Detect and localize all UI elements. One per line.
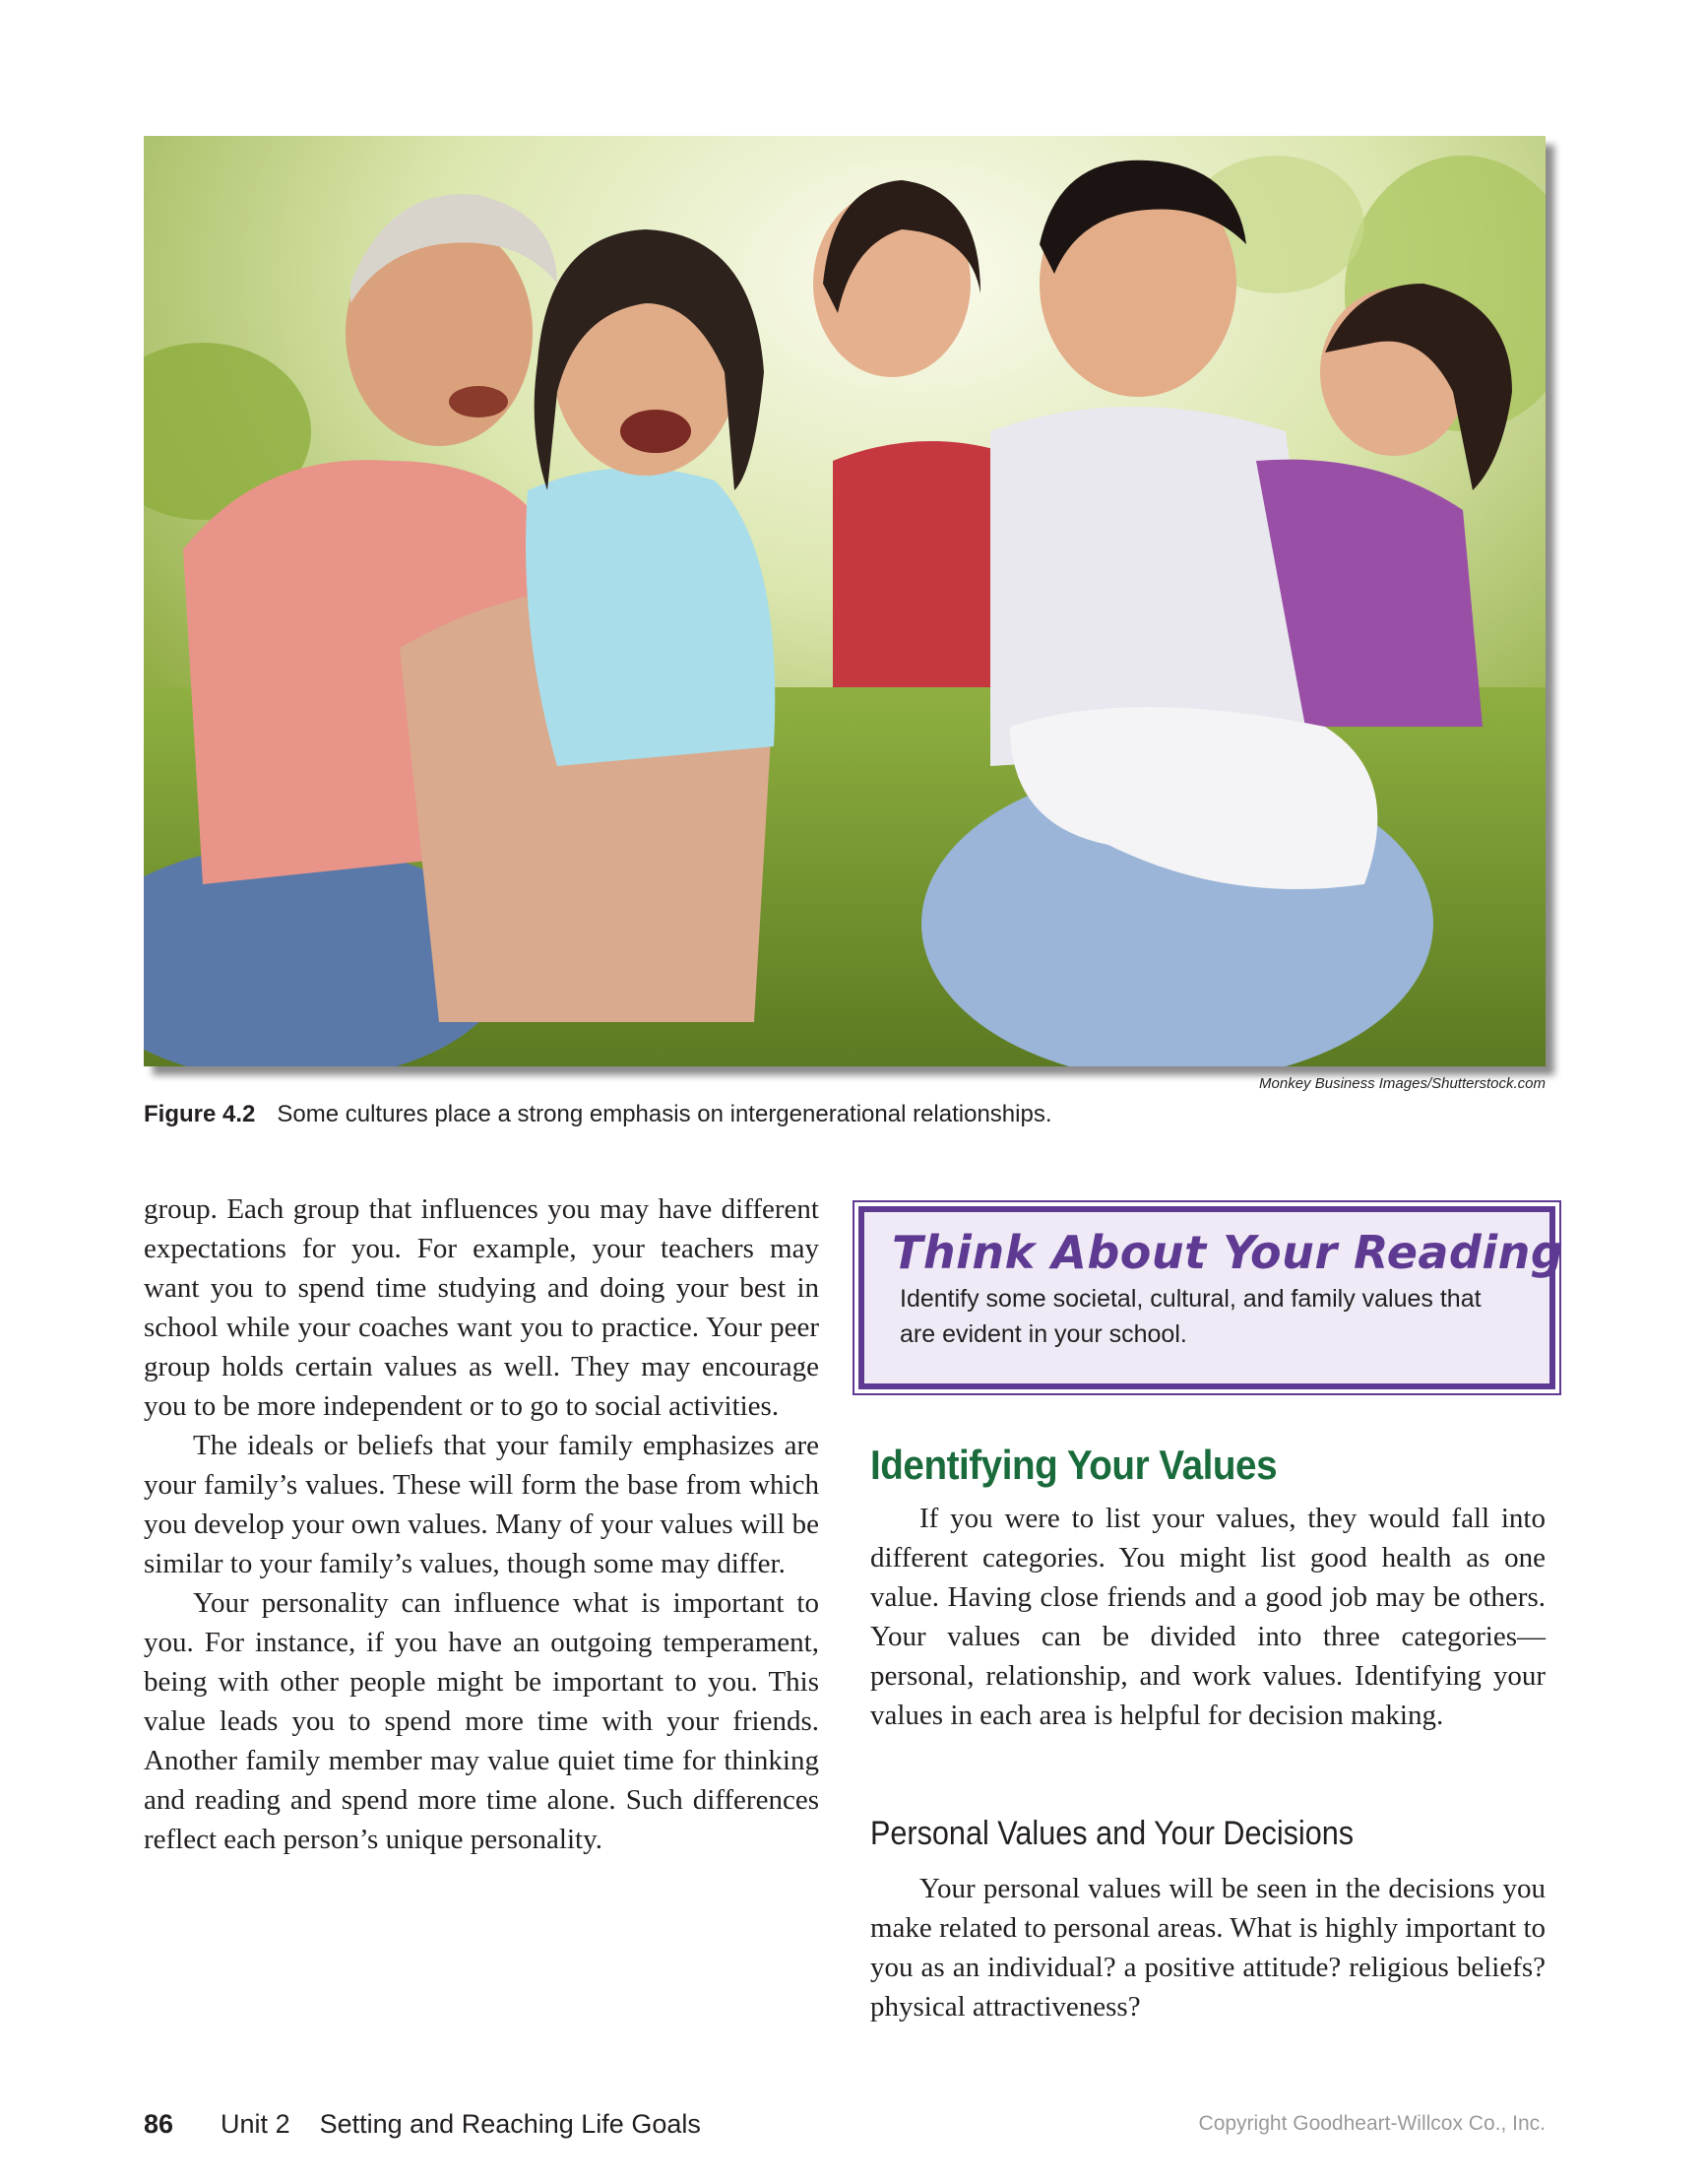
- figure-caption-text: Some cultures place a strong emphasis on intergenerational relationships.: [277, 1101, 1052, 1127]
- left-paragraph-1: group. Each group that influences you may have different expectations for you. For example, your teachers may want you to spend time studying and doing your best in school while your coaches want you to practice. Your peer group holds certain values as well. They may encourage you to be more independent or to go to social activities.: [144, 1193, 819, 1422]
- family-photo: [144, 136, 1546, 1066]
- family-photo-illustration: [144, 136, 1546, 1066]
- think-about-reading-inner: [858, 1206, 1564, 1389]
- figure-caption: [144, 1101, 1546, 1128]
- reading-box-text: Identify some societal, cultural, and family values that are evident in your school.: [900, 1285, 1482, 1348]
- subsection-paragraph: Your personal values will be seen in the decisions you make related to personal areas. What is highly important to you as an individual? a positive attitude? religious beliefs? physical attractiveness?: [870, 1873, 1546, 2023]
- unit-title: Setting and Reaching Life Goals: [319, 2109, 701, 2139]
- left-column: [144, 1189, 819, 1859]
- page-number: 86: [144, 2109, 174, 2139]
- reading-box-title: Think About Your Reading: [892, 1226, 1564, 1279]
- unit-label: Unit 2: [221, 2109, 290, 2139]
- subsection-body: [870, 1869, 1546, 2026]
- photo-credit: Monkey Business Images/Shutterstock.com: [1259, 1075, 1546, 1092]
- copyright-notice: Copyright Goodheart-Willcox Co., Inc.: [1198, 2112, 1546, 2135]
- left-paragraph-3: Your personality can influence what is important to you. For instance, if you have an outgoing temperament, being with other people might be important to you. This value leads you to spend more time with your friends. Another family member may value quiet time for thinking and reading and spend more time alone. Such differences reflect each person’s unique personality.: [144, 1587, 819, 1855]
- section-body: [870, 1499, 1546, 1735]
- figure-label: Figure 4.2: [144, 1101, 256, 1127]
- page-footer: [144, 2109, 701, 2140]
- think-about-reading-box: [853, 1200, 1564, 1395]
- left-paragraph-2: The ideals or beliefs that your family emphasizes are your family’s values. These will form the base from which you develop your own values. Many of your values will be similar to your family’s values, though some may differ.: [144, 1430, 819, 1579]
- section-paragraph: If you were to list your values, they would fall into different categories. You might list good health as one value. Having close friends and a good job may be others. Your values can be divided into three categories—personal, relationship, and work values. Identifying your values in each area is helpful for decision making.: [870, 1503, 1546, 1731]
- section-heading: Identifying Your Values: [870, 1442, 1278, 1488]
- subsection-heading: Personal Values and Your Decisions: [870, 1815, 1355, 1852]
